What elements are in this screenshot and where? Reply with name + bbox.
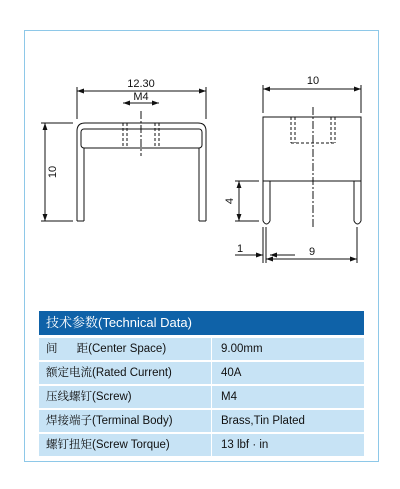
table-row-center-space (39, 338, 364, 360)
row-value: Brass,Tin Plated (221, 415, 305, 427)
dim-label-width-right: 10 (306, 75, 320, 87)
row-value: 13 lbf · in (221, 439, 269, 451)
table-row-screw-torque (39, 434, 364, 456)
technical-drawing (25, 31, 380, 306)
dim-label-thread: M4 (133, 91, 149, 103)
row-label: 焊接端子(Terminal Body) (46, 415, 173, 427)
row-value: 40A (221, 367, 242, 379)
column-divider (211, 434, 212, 456)
front-view (41, 87, 206, 221)
side-view-right-foot (354, 221, 361, 224)
row-value: 9.00mm (221, 343, 263, 355)
technical-data-table (39, 311, 364, 480)
row-label: 间 距(Center Space) (46, 343, 167, 355)
table-row-terminal-body (39, 410, 364, 432)
side-view (235, 85, 361, 263)
table-title: 技术参数(Technical Data) (39, 311, 364, 335)
dim-label-leg-height: 4 (224, 197, 236, 205)
table-row-screw (39, 386, 364, 408)
row-value: M4 (221, 391, 237, 403)
dim-label-height-left: 10 (47, 165, 59, 179)
side-view-left-foot (263, 221, 270, 224)
table-row-rated-current (39, 362, 364, 384)
column-divider (211, 362, 212, 384)
dim-label-leg-spacing: 9 (308, 246, 316, 258)
dim-label-width-left: 12.30 (127, 78, 155, 90)
column-divider (211, 410, 212, 432)
product-spec-panel (24, 30, 379, 462)
side-view-outline (263, 117, 361, 221)
front-view-outline (77, 123, 206, 221)
row-label: 压线螺钉(Screw) (46, 391, 132, 403)
column-divider (211, 338, 212, 360)
row-label: 额定电流(Rated Current) (46, 367, 172, 379)
column-divider (211, 386, 212, 408)
row-label: 螺钉扭矩(Screw Torque) (46, 439, 170, 451)
dim-label-leg-thickness: 1 (236, 243, 244, 255)
